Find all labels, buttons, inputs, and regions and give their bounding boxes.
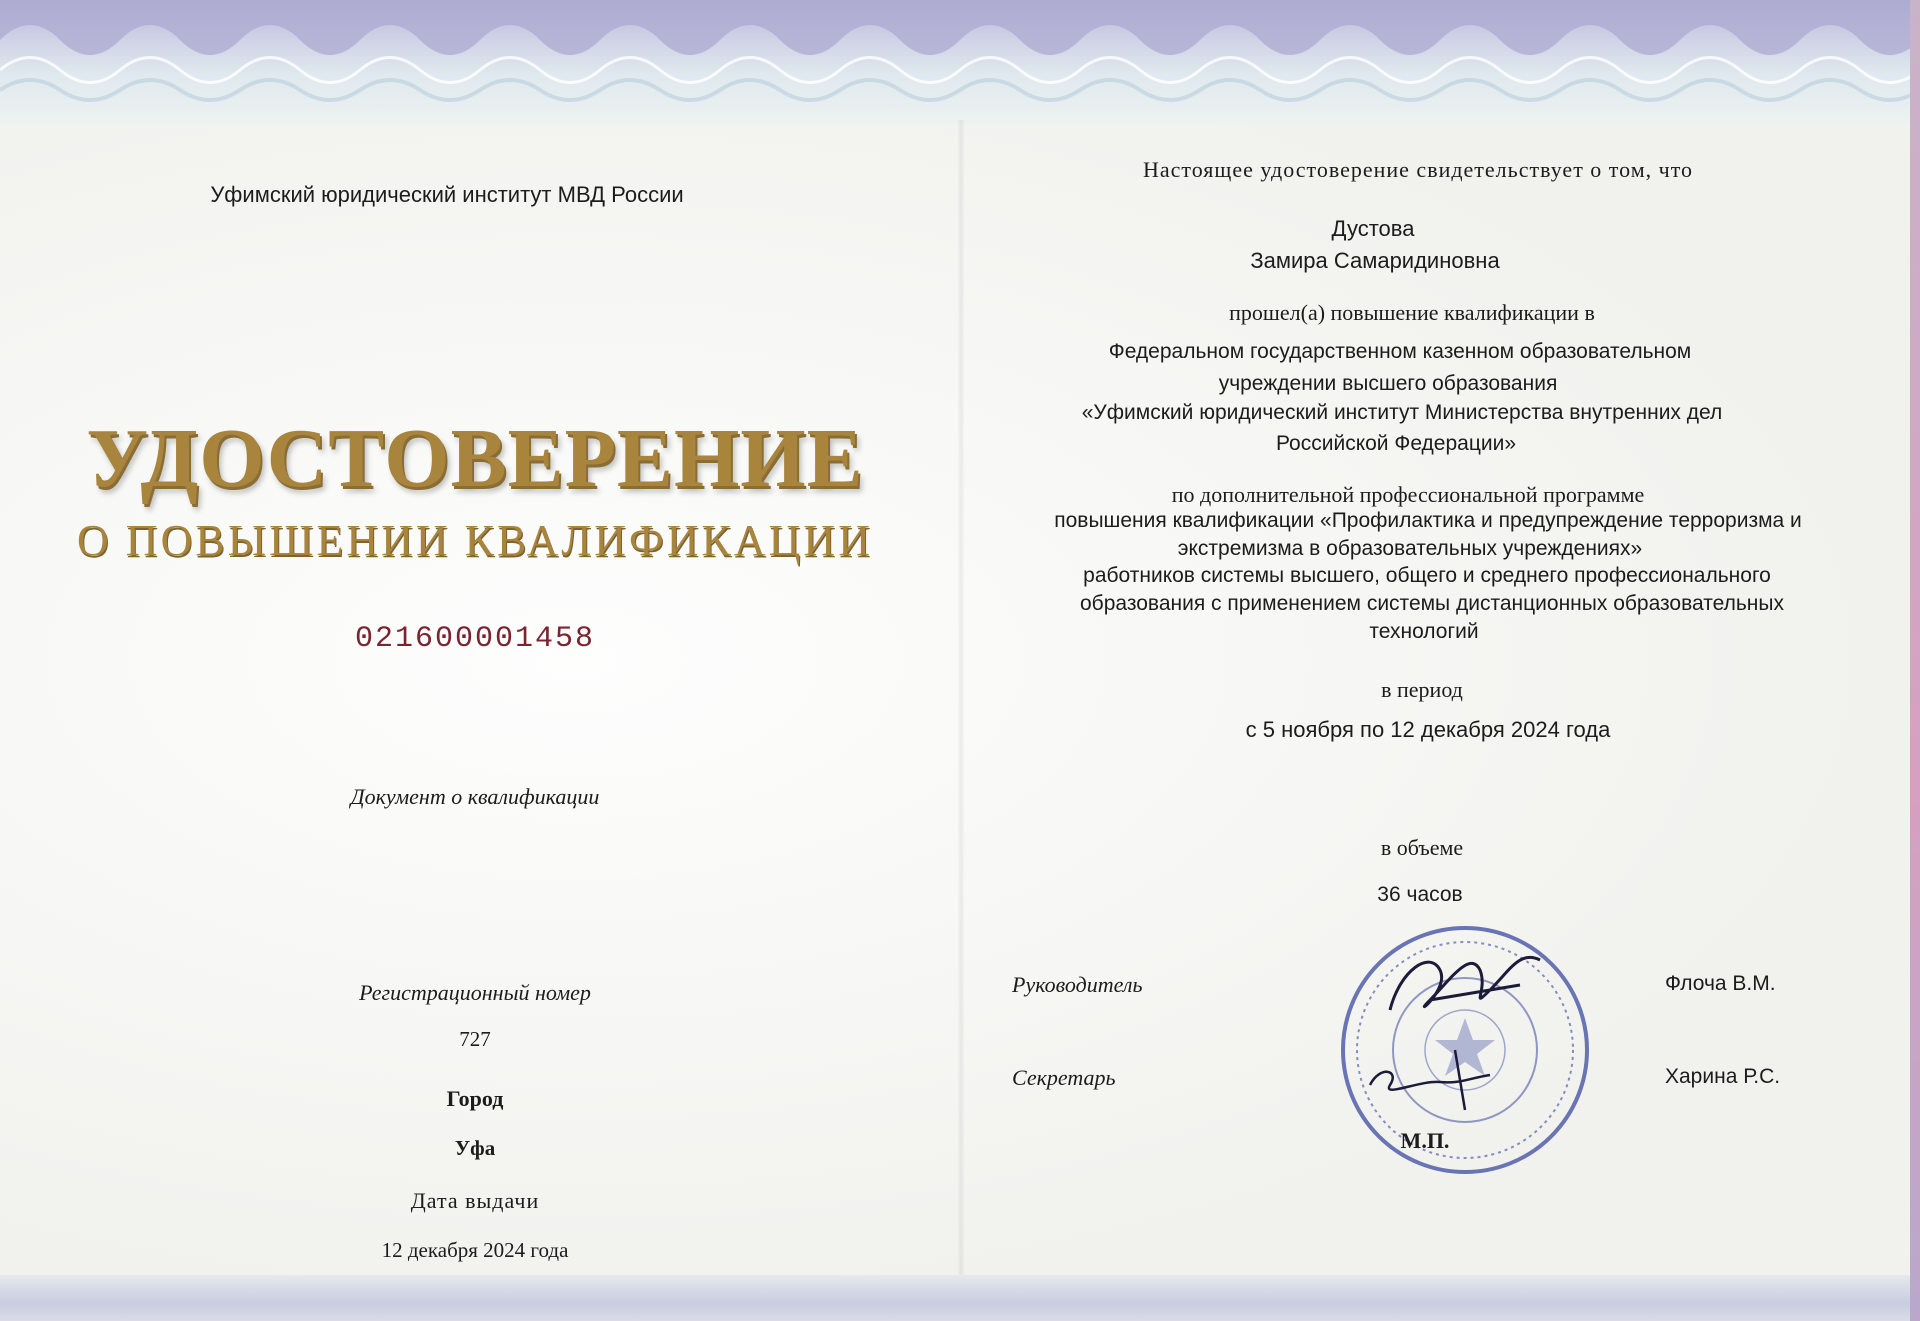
recipient-given-names: Замира Самаридиновна [1250, 248, 1500, 273]
volume-label: в объеме [1380, 835, 1464, 860]
program-line-4: образования с применением системы дистанционных образовательных [1080, 592, 1784, 615]
passed-training-text: прошел(а) повышение квалификации в [1229, 300, 1595, 325]
organization-line-2: учреждении высшего образования [1218, 372, 1558, 395]
issuing-institution: Уфимский юридический институт МВД России [210, 182, 684, 207]
organization-line-4: Российской Федерации» [1275, 432, 1517, 455]
volume-value: 36 часов [1377, 883, 1463, 906]
program-label: по дополнительной профессиональной программе [1171, 482, 1645, 507]
registration-number: 727 [459, 1027, 491, 1051]
program-line-3: работников системы высшего, общего и среднего профессионального [1083, 564, 1771, 587]
certificate-subtitle: О ПОВЫШЕНИИ КВАЛИФИКАЦИИ [77, 516, 873, 565]
serial-number: 021600001458 [354, 622, 596, 656]
certificate-title: УДОСТОВЕРЕНИЕ [86, 412, 864, 505]
page-fold [958, 120, 964, 1275]
secretary-label: Секретарь [1012, 1065, 1116, 1090]
stamp-mark: М.П. [1400, 1128, 1450, 1153]
document-type: Документ о квалификации [350, 784, 600, 809]
decorative-top-border [0, 0, 1920, 125]
program-line-1: повышения квалификации «Профилактика и предупреждение терроризма и [1054, 509, 1802, 532]
intro-text: Настоящее удостоверение свидетельствует о том, что [1142, 157, 1694, 182]
issue-date-label: Дата выдачи [410, 1188, 540, 1213]
city-value: Уфа [454, 1136, 496, 1160]
head-name: Флоча В.М. [1665, 972, 1776, 995]
secretary-signature-icon [1360, 1040, 1520, 1120]
head-label: Руководитель [1012, 972, 1143, 997]
program-line-5: технологий [1369, 620, 1479, 643]
program-line-2: экстремизма в образовательных учреждениях» [1177, 537, 1643, 560]
guilloche-wave-icon [0, 0, 1920, 125]
recipient-surname: Дустова [1331, 216, 1415, 241]
city-label: Город [446, 1086, 504, 1111]
decorative-bottom-border [0, 1275, 1920, 1321]
organization-line-1: Федеральном государственном казенном образовательном [1108, 340, 1692, 363]
organization-line-3: «Уфимский юридический институт Министерства внутренних дел [1081, 401, 1723, 424]
secretary-name: Харина Р.С. [1665, 1065, 1781, 1088]
period-value: с 5 ноября по 12 декабря 2024 года [1245, 717, 1611, 742]
registration-label: Регистрационный номер [359, 980, 591, 1005]
issue-date-value: 12 декабря 2024 года [381, 1238, 569, 1262]
head-signature-icon [1370, 930, 1570, 1040]
period-label: в период [1381, 677, 1463, 702]
page-edge [1910, 0, 1920, 1321]
